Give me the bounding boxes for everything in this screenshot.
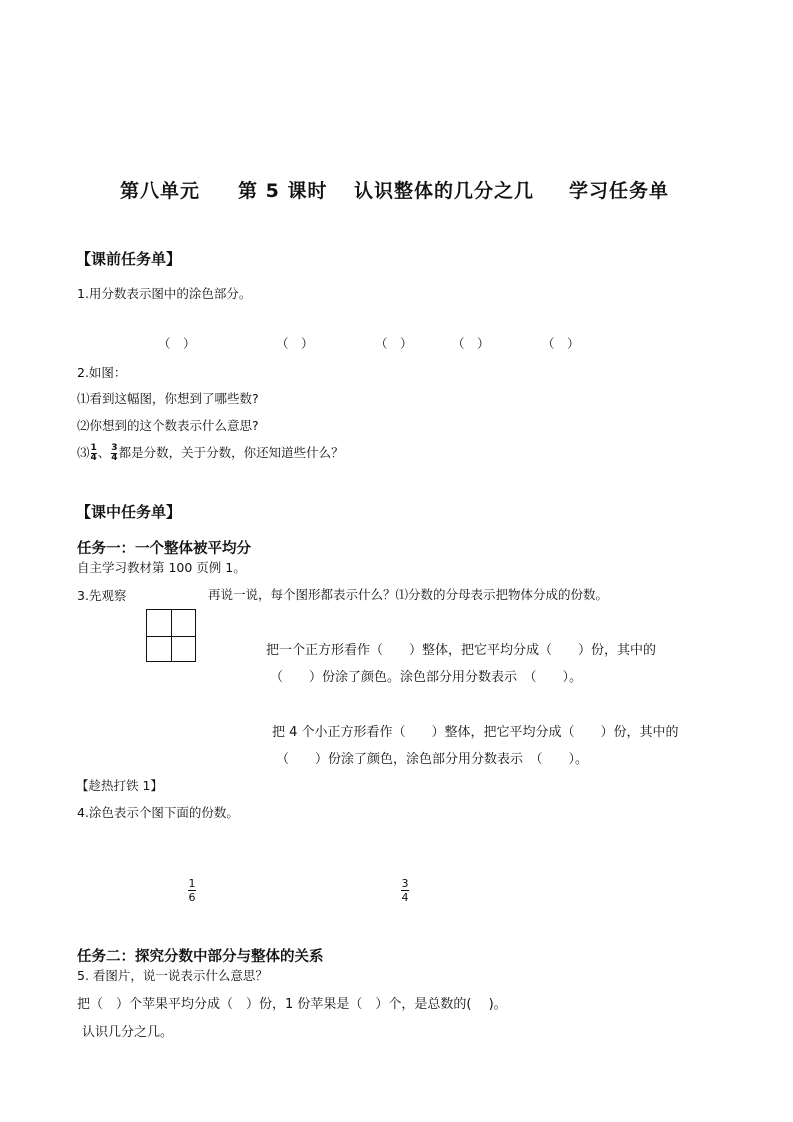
title-unit: 第八单元 (120, 180, 201, 202)
question-3-a-line-1: 把一个正方形看作（ ）整体，把它平均分成（ ）份，其中的 (266, 643, 657, 658)
question-5-line: 把（ ）个苹果平均分成（ ）份，1 份苹果是（ ）个，是总数的( )。 (77, 997, 507, 1012)
question-2-2: ⑵你想到的这个数表示什么意思? (77, 418, 259, 433)
question-3-text: 再说一说，每个图形都表示什么？⑴分数的分母表示把物体分成的份数。 (208, 587, 609, 602)
answer-blank-1[interactable]: （ ） (158, 336, 196, 351)
fraction-numerator: 3 (111, 443, 118, 453)
task-1-subtitle: 自主学习教材第 100 页例 1。 (77, 560, 246, 575)
fraction-denominator: 4 (90, 453, 97, 463)
question-3-b-line-2: （ ）份涂了颜色，涂色部分用分数表示 （ ）。 (276, 752, 589, 767)
question-4: 4.涂色表示个图下面的份数。 (77, 805, 239, 820)
q2-3-suffix: 都是分数，关于分数，你还知道些什么？ (118, 445, 344, 460)
title-sheet: 学习任务单 (569, 180, 670, 202)
practice-heading: 【趁热打铁 1】 (76, 778, 163, 793)
fraction-three-quarters-q4 (401, 878, 409, 903)
question-3-label: 3.先观察 (77, 588, 127, 603)
pre-class-heading: 【课前任务单】 (76, 250, 182, 268)
answer-blank-5[interactable]: （ ） (542, 336, 580, 351)
title-topic: 认识整体的几分之几 (354, 180, 535, 202)
fraction-denominator: 6 (188, 891, 196, 904)
task-2-heading: 任务二：探究分数中部分与整体的关系 (77, 949, 324, 965)
fraction-one-quarter (91, 444, 97, 463)
question-3-b-line-1: 把 4 个小正方形看作（ ）整体，把它平均分成（ ）份，其中的 (272, 725, 679, 740)
title-lesson: 第 5 课时 (238, 180, 328, 202)
square-grid-figure (146, 609, 196, 662)
fraction-denominator: 4 (401, 891, 409, 904)
q2-3-prefix: ⑶ (77, 445, 90, 460)
fraction-numerator: 1 (90, 443, 97, 453)
fraction-numerator: 3 (401, 877, 409, 890)
answer-blank-3[interactable]: （ ） (375, 336, 413, 351)
question-1: 1.用分数表示图中的涂色部分。 (77, 286, 252, 301)
fraction-three-quarters (111, 444, 117, 463)
task-1-heading: 任务一：一个整体被平均分 (77, 541, 251, 557)
question-2: 2.如图： (77, 365, 127, 380)
question-5: 5. 看图片，说一说表示什么意思？ (77, 968, 268, 983)
question-3-a-line-2: （ ）份涂了颜色。涂色部分用分数表示 （ ）。 (270, 670, 583, 685)
question-2-1: ⑴看到这幅图，你想到了哪些数? (77, 391, 259, 406)
fraction-numerator: 1 (188, 877, 196, 890)
q2-3-separator: 、 (97, 445, 111, 460)
answer-blank-2[interactable]: （ ） (276, 336, 314, 351)
question-2-3 (77, 443, 344, 463)
fraction-one-sixth (188, 878, 196, 903)
closing-line: 认识几分之几。 (82, 1025, 174, 1040)
fraction-denominator: 4 (111, 453, 118, 463)
in-class-heading: 【课中任务单】 (76, 503, 182, 521)
answer-blank-4[interactable]: （ ） (452, 336, 490, 351)
